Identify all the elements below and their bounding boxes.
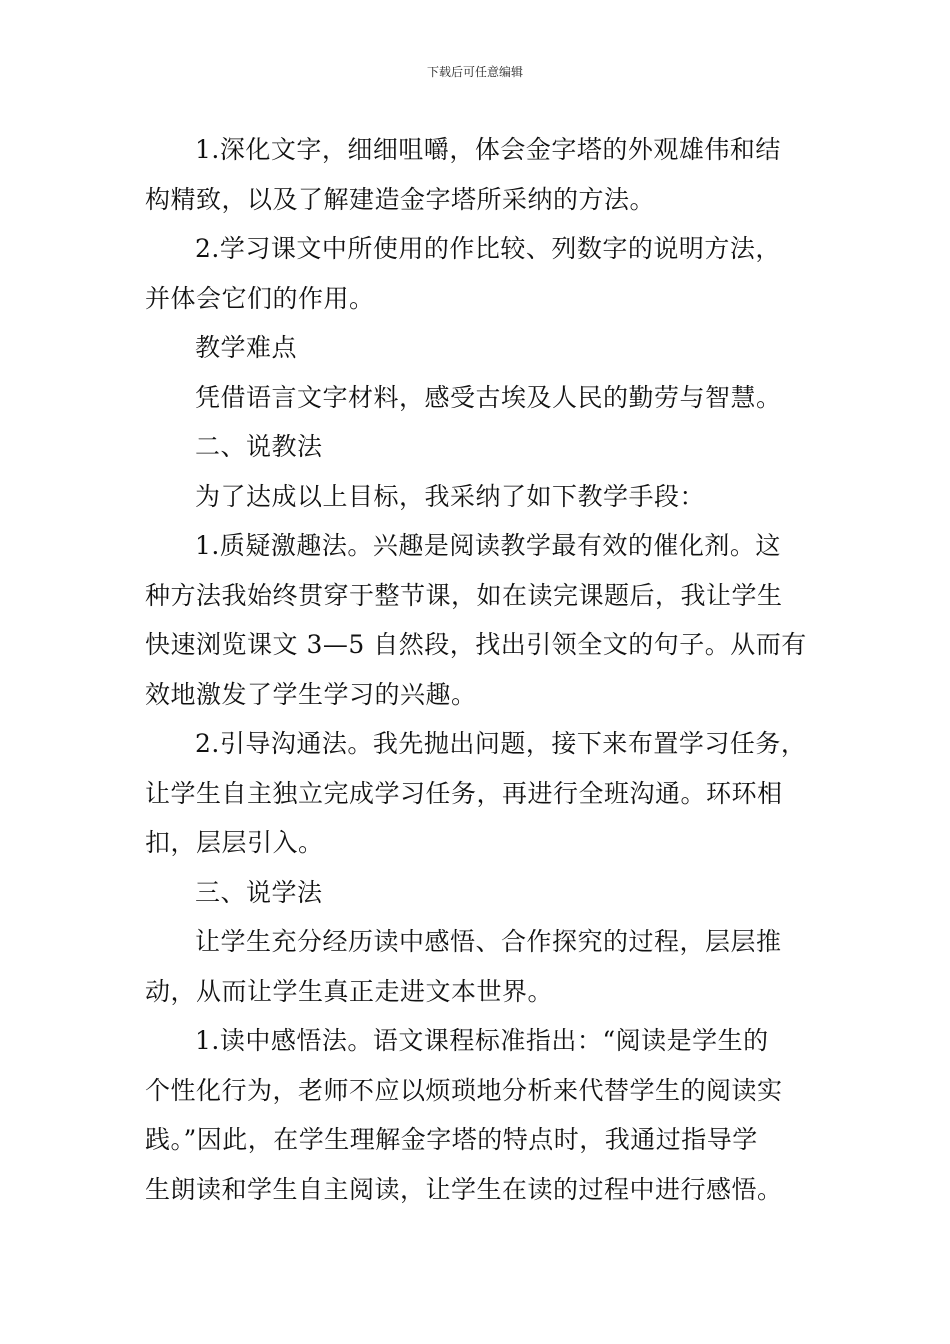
text-line: 动，从而让学生真正走进文本世界。	[145, 976, 554, 1006]
text-line: 扣，层层引入。	[145, 828, 324, 857]
section-heading: 三、说学法	[195, 877, 323, 907]
section-heading: 二、说教法	[195, 432, 323, 461]
document-body	[145, 125, 815, 1214]
page-header: 下载后可任意编辑	[426, 65, 523, 79]
text-line: 生朗读和学生自主阅读，让学生在读的过程中进行感悟。	[145, 1174, 783, 1204]
text-line: 个性化行为，老师不应以烦琐地分析来代替学生的阅读实	[145, 1075, 783, 1105]
text-line: 让学生充分经历读中感悟、合作探究的过程，层层推	[195, 927, 782, 956]
text-line: 并体会它们的作用。	[145, 283, 375, 313]
text-line: 让学生自主独立完成学习任务，再进行全班沟通。环环相	[145, 778, 783, 808]
text-line: 快速浏览课文 3—5 自然段，找出引领全文的句子。从而有	[145, 630, 807, 659]
text-line: 种方法我始终贯穿于整节课，如在读完课题后，我让学生	[145, 580, 783, 610]
text-line: 为了达成以上目标，我采纳了如下教学手段：	[195, 481, 706, 511]
text-line: 效地激发了学生学习的兴趣。	[145, 679, 477, 709]
text-line: 凭借语言文字材料，感受古埃及人民的勤劳与智慧。	[195, 382, 782, 412]
text-line: 2.学习课文中所使用的作比较、列数字的说明方法，	[195, 234, 781, 263]
text-line: 2.引导沟通法。我先抛出问题，接下来布置学习任务，	[195, 729, 807, 758]
text-line: 践。”因此，在学生理解金字塔的特点时，我通过指导学	[145, 1125, 758, 1154]
text-line: 1.深化文字，细细咀嚼，体会金字塔的外观雄伟和结	[195, 135, 781, 164]
text-line: 1.质疑激趣法。兴趣是阅读教学最有效的催化剂。这	[195, 531, 781, 560]
section-heading: 教学难点	[195, 333, 298, 362]
text-line: 构精致，以及了解建造金字塔所采纳的方法。	[145, 184, 656, 214]
text-line: 1.读中感悟法。语文课程标准指出：“阅读是学生的	[195, 1026, 769, 1055]
